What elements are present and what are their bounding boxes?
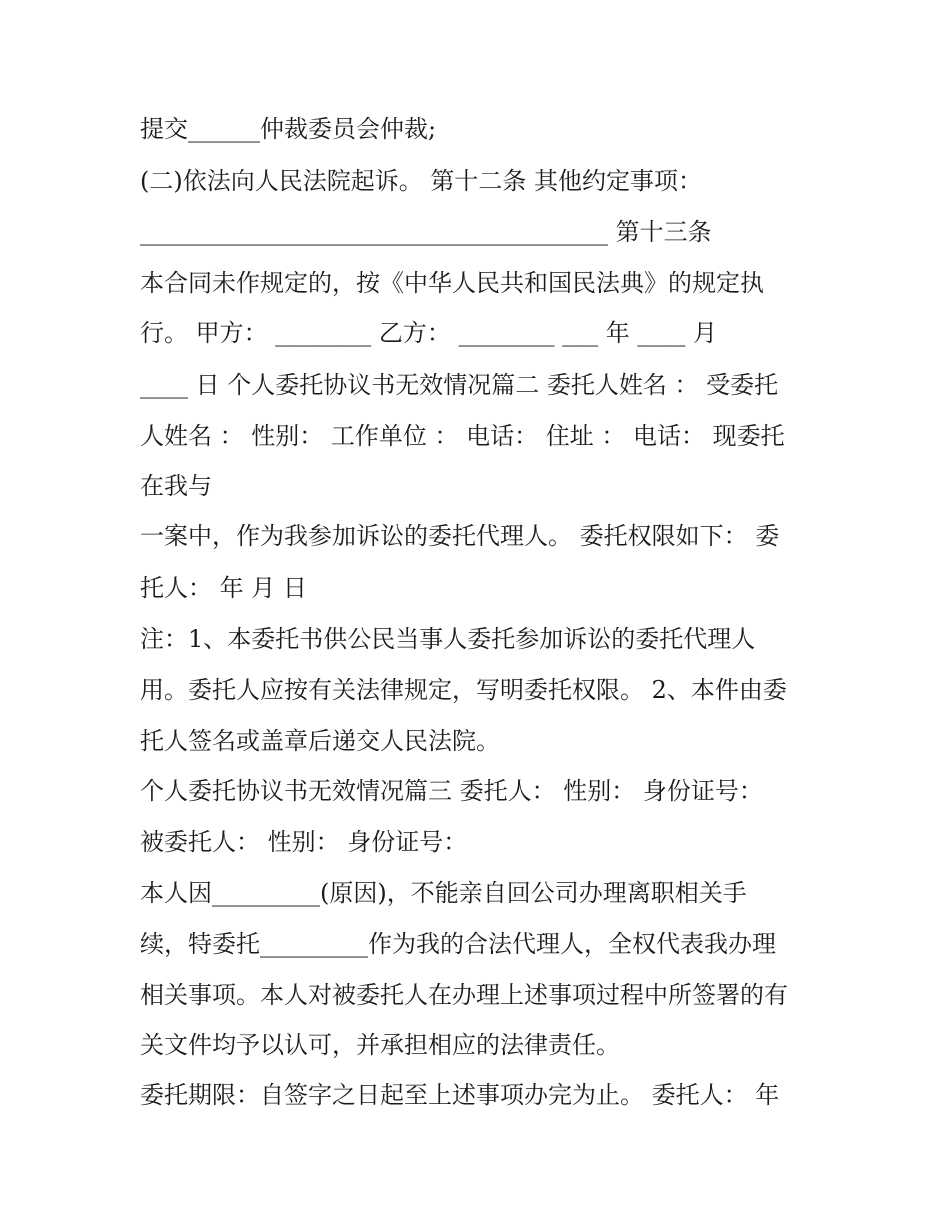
text-line: (二)依法向人民法院起诉。 第十二条 其他约定事项： (140, 167, 702, 195)
text-line: 被委托人： 性别： 身份证号： (140, 828, 468, 856)
text-line: 相关事项。本人对被委托人在办理上述事项过程中所签署的有 (140, 981, 788, 1009)
text-line: 个人委托协议书无效情况篇三 委托人： 性别： 身份证号： (140, 777, 763, 805)
text-line: 人姓名 ： 性别： 工作单位 ： 电话： 住址 ： 电话： 现委托 (140, 422, 785, 450)
text-line: 行。 甲方： ________ 乙方： ________ ___ 年 ____ 月 (140, 319, 718, 347)
text-line: 托人： 年 月 日 (140, 574, 307, 602)
text-line: 关文件均予以认可，并承担相应的法律责任。 (140, 1031, 620, 1059)
text-line: 在我与 (140, 472, 212, 500)
text-line: _______________________________________ 第十三条 (140, 218, 712, 246)
text-line: 委托期限：自签字之日起至上述事项办完为止。 委托人： 年 (140, 1081, 780, 1109)
text-line: 一案中，作为我参加诉讼的委托代理人。 委托权限如下： 委 (140, 522, 780, 550)
text-line: 续，特委托_________作为我的合法代理人，全权代表我办理 (140, 930, 776, 958)
text-line: 托人签名或盖章后递交人民法院。 (140, 727, 500, 755)
text-line: ____ 日 个人委托协议书无效情况篇二 委托人姓名 ： 受委托 (140, 371, 779, 399)
text-line: 注：1、本委托书供公民当事人委托参加诉讼的委托代理人 (140, 625, 756, 653)
text-line: 提交______仲裁委员会仲裁; (140, 115, 437, 143)
text-line: 本合同未作规定的，按《中华人民共和国民法典》的规定执 (140, 269, 764, 297)
text-line: 用。委托人应按有关法律规定，写明委托权限。 2、本件由委 (140, 676, 787, 704)
text-line: 本人因_________(原因)，不能亲自回公司办理离职相关手 (140, 879, 747, 907)
